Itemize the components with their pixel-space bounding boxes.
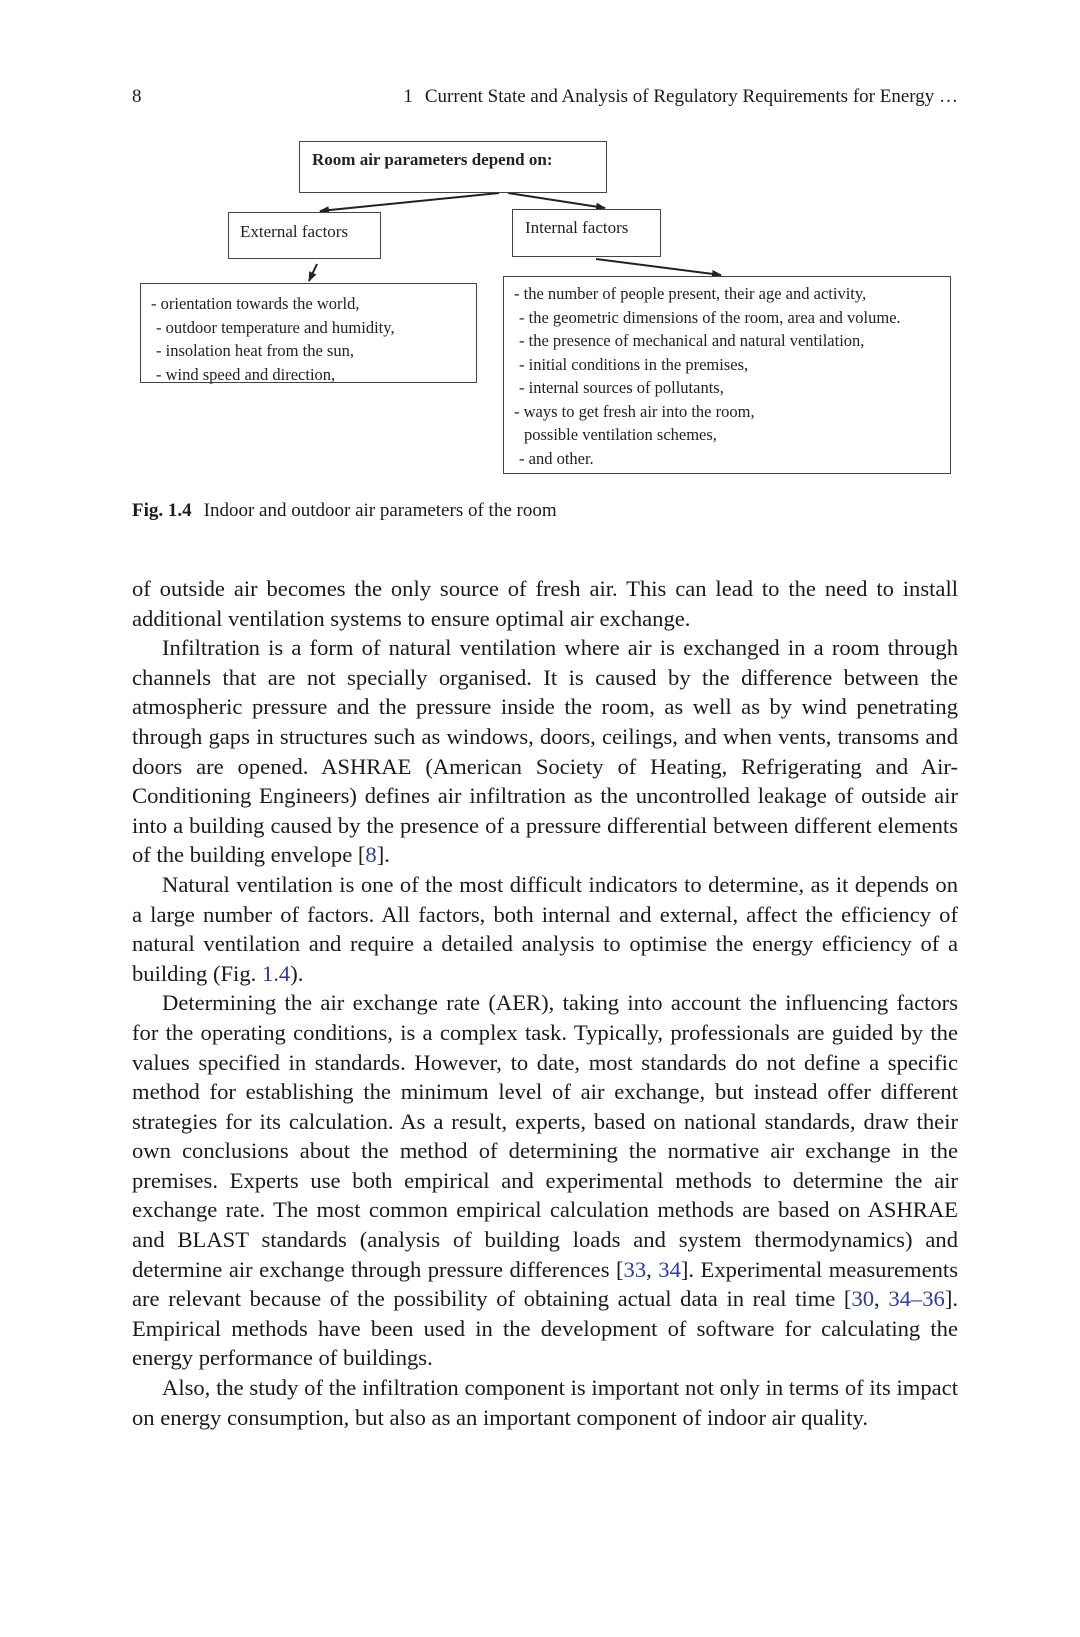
paragraph: of outside air becomes the only source of fresh air. This can lead to the need to install additional ventilation systems to ensure optimal air exchange. bbox=[132, 576, 958, 631]
citation-link[interactable]: 34–36 bbox=[888, 1286, 945, 1312]
external-factors-list bbox=[140, 283, 477, 383]
list-item: - wind speed and direction, bbox=[156, 364, 336, 384]
list-item: - the presence of mechanical and natural ventilation, bbox=[519, 331, 865, 350]
paragraph bbox=[132, 988, 958, 1373]
figure-diagram bbox=[0, 0, 1080, 520]
paragraph-text: Natural ventilation is one of the most difficult indicators to determine, as it depends on a large number of factors. All factors, both internal and external, affect the efficiency of natural ventilation and require a detailed analysis to optimise the energy efficiency of a building (Fig. bbox=[132, 871, 958, 986]
list-item: - ways to get fresh air into the room, bbox=[514, 401, 755, 421]
paragraph-text: Determining the air exchange rate (AER), taking into account the influencing factors for the operating conditions, is a complex task. Typically, professionals are guided by the values specified in standards. However, to date, most standards do not define a specific method for establishing the minimum level of air exchange, but instead offer different strategies for its calculation. As a result, experts, based on national standards, draw their own conclusions about the method of determining the normative air exchange in the premises. Experts use both empirical and experimental methods to determine the air exchange rate. The most common empirical calculation methods are based on ASHRAE and BLAST standards (analysis of building loads and system thermodynamics) and determine air exchange through pressure differences [ bbox=[132, 990, 958, 1282]
citation-link[interactable]: 30 bbox=[851, 1286, 875, 1312]
figure-link[interactable]: 1.4 bbox=[261, 960, 291, 986]
list-item: - the geometric dimensions of the room, area and volume. bbox=[519, 307, 901, 327]
root-box: Room air parameters depend on: bbox=[299, 141, 607, 193]
paragraph bbox=[132, 633, 958, 870]
page-number: 8 bbox=[132, 86, 142, 107]
chapter-number: 1 bbox=[403, 86, 413, 107]
caption-label: Fig. 1.4 bbox=[132, 500, 192, 521]
list-item: possible ventilation schemes, bbox=[524, 425, 717, 444]
paragraph-text: , bbox=[646, 1256, 659, 1282]
chapter-title: Current State and Analysis of Regulatory Requirements for Energy … bbox=[424, 86, 958, 107]
paragraph: Also, the study of the infiltration component is important not only in terms of its impact on energy consumption, but also as an important component of indoor air quality. bbox=[132, 1375, 958, 1430]
paragraph-text: ). bbox=[290, 960, 304, 986]
external-factors-box: External factors bbox=[228, 212, 381, 259]
paragraph-text: ]. Empirical methods have been used in the development of software for calculating the energy performance of buildings. bbox=[132, 1286, 958, 1371]
caption-text: Indoor and outdoor air parameters of the room bbox=[203, 500, 557, 521]
figure-caption bbox=[132, 500, 557, 522]
list-item: - outdoor temperature and humidity, bbox=[156, 317, 395, 337]
paragraph-text: Infiltration is a form of natural ventilation where air is exchanged in a room through channels that are not specially organised. It is caused by the difference between the atmospheric pressure and the pressure inside the room, as well as by wind penetrating through gaps in structures such as windows, doors, ceilings, and when vents, transoms and doors are opened. ASHRAE (American Society of Heating, Refrigerating and Air-Conditioning Engineers) defines air infiltration as the uncontrolled leakage of outside air into a building caused by the presence of a pressure differential between different elements of the building envelope [ bbox=[132, 635, 958, 868]
internal-factors-box: Internal factors bbox=[512, 209, 661, 257]
arrow-to-internal-list bbox=[596, 259, 721, 275]
body-text bbox=[132, 574, 958, 1432]
list-item: - internal sources of pollutants, bbox=[519, 378, 724, 397]
paragraph bbox=[132, 870, 958, 988]
list-item: - orientation towards the world, bbox=[151, 294, 360, 313]
paragraph-text: ]. Experimental measurements are relevant because of the possibility of obtaining actual data in real time [ bbox=[132, 1256, 959, 1312]
list-item: - insolation heat from the sun, bbox=[156, 341, 354, 360]
arrow-to-internal bbox=[508, 193, 605, 208]
citation-link[interactable]: 8 bbox=[365, 842, 377, 868]
list-item: - the number of people present, their age and activity, bbox=[514, 284, 867, 303]
internal-factors-list bbox=[503, 276, 951, 474]
arrow-to-external bbox=[320, 193, 499, 211]
citation-link[interactable]: 34 bbox=[658, 1256, 681, 1282]
paragraph-text: , bbox=[874, 1286, 889, 1312]
paragraph-text: ]. bbox=[376, 842, 390, 868]
citation-link[interactable]: 33 bbox=[623, 1256, 647, 1282]
list-item: - and other. bbox=[519, 448, 594, 468]
arrow-to-external-list bbox=[309, 264, 317, 281]
list-item: - initial conditions in the premises, bbox=[519, 354, 749, 374]
